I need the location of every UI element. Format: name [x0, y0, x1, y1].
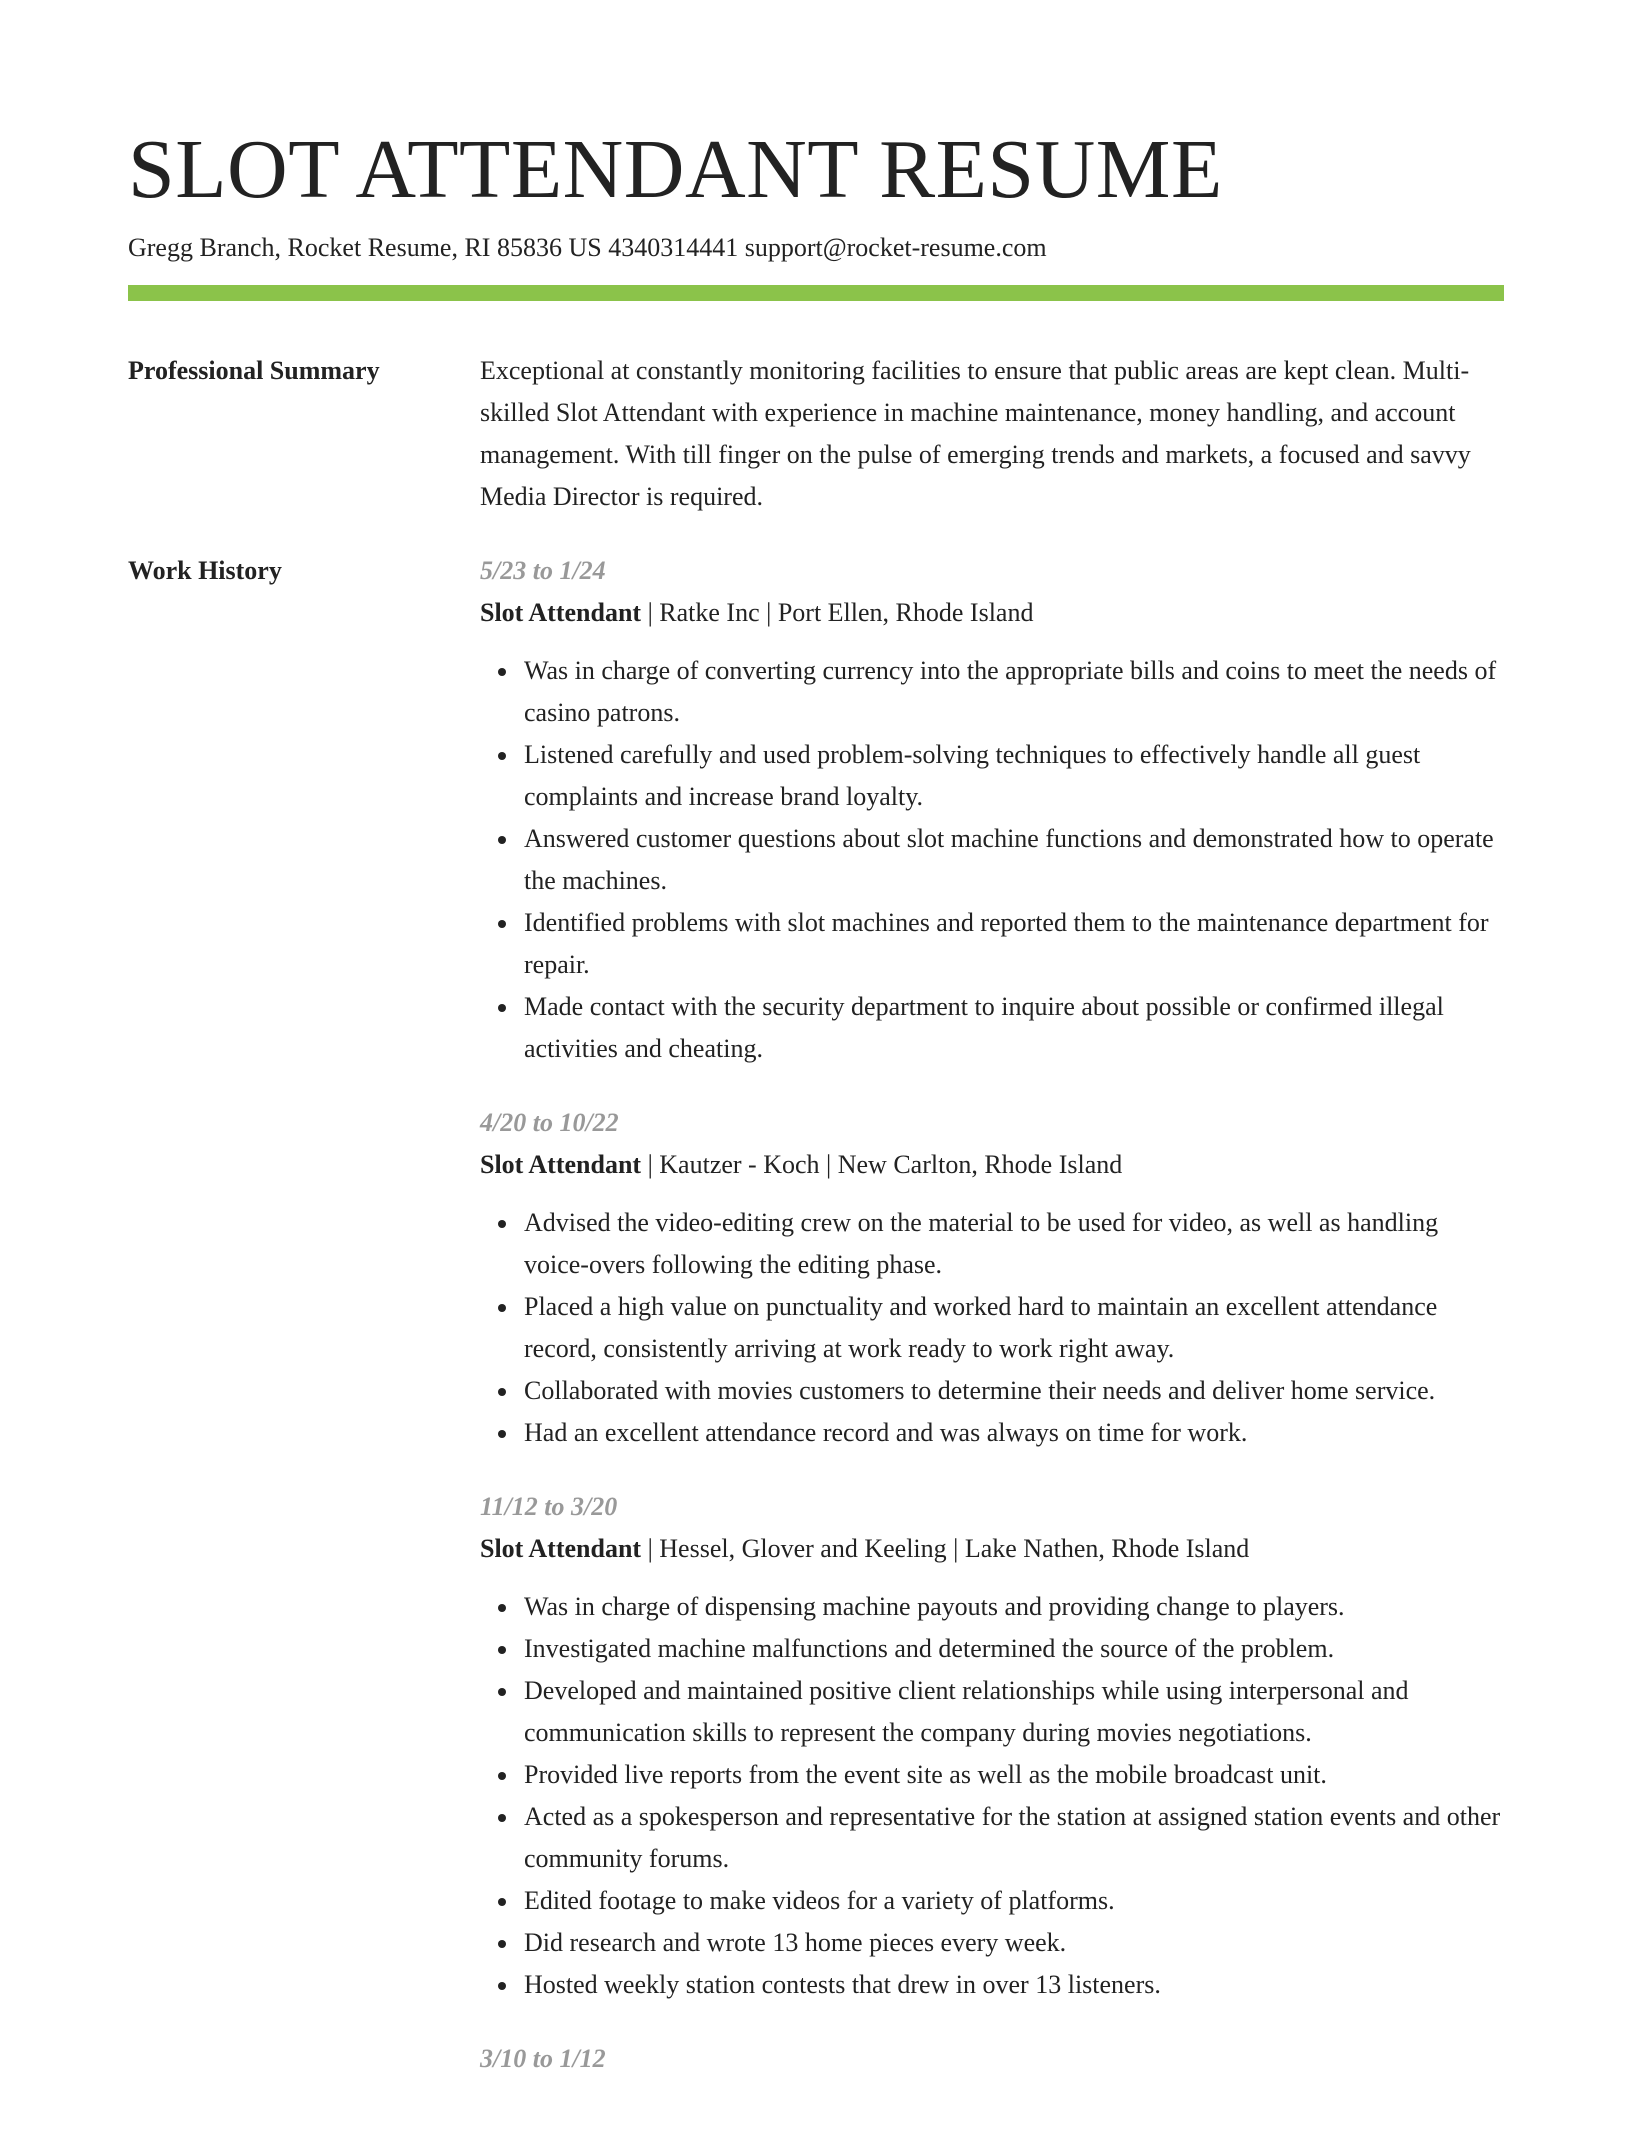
work-history-section: [128, 550, 1504, 2112]
job-bullet: Did research and wrote 13 home pieces every week.: [524, 1922, 1504, 1964]
job-bullet: Was in charge of converting currency into the appropriate bills and coins to meet the needs of casino patrons.: [524, 650, 1504, 734]
job-entry: [480, 1102, 1504, 1454]
professional-summary-section: [128, 350, 1504, 518]
job-details: | Kautzer - Koch | New Carlton, Rhode Island: [641, 1150, 1123, 1179]
job-bullet: Developed and maintained positive client relationships while using interpersonal and communication skills to represent the company during movies negotiations.: [524, 1670, 1504, 1754]
job-bullet: Hosted weekly station contests that drew in over 13 listeners.: [524, 1964, 1504, 2006]
resume-title: SLOT ATTENDANT RESUME: [128, 123, 1223, 216]
job-bullet-list: [480, 1586, 1504, 2006]
job-dates: 5/23 to 1/24: [480, 556, 606, 585]
job-bullet: Collaborated with movies customers to determine their needs and deliver home service.: [524, 1370, 1504, 1412]
job-bullet: Identified problems with slot machines and reported them to the maintenance department for repair.: [524, 902, 1504, 986]
section-label-summary: Professional Summary: [128, 356, 380, 385]
job-dates: 3/10 to 1/12: [480, 2044, 606, 2073]
job-title-line: [480, 592, 1504, 634]
job-bullet: Was in charge of dispensing machine payouts and providing change to players.: [524, 1586, 1504, 1628]
job-title: Slot Attendant: [480, 1150, 642, 1179]
job-bullet: Placed a high value on punctuality and worked hard to maintain an excellent attendance record, consistently arriving at work ready to work right away.: [524, 1286, 1504, 1370]
job-bullet-list: [480, 650, 1504, 1070]
job-title-line: [480, 1528, 1504, 1570]
resume-content: [128, 350, 1504, 2144]
job-details: | Ratke Inc | Port Ellen, Rhode Island: [641, 598, 1034, 627]
job-entry: [480, 2038, 1504, 2080]
job-bullet: Edited footage to make videos for a variety of platforms.: [524, 1880, 1504, 1922]
job-bullet: Answered customer questions about slot machine functions and demonstrated how to operate the machines.: [524, 818, 1504, 902]
job-dates: 4/20 to 10/22: [480, 1108, 619, 1137]
job-title: Slot Attendant: [480, 598, 642, 627]
job-bullet: Acted as a spokesperson and representative for the station at assigned station events and other community forums.: [524, 1796, 1504, 1880]
job-bullet: Listened carefully and used problem-solving techniques to effectively handle all guest complaints and increase brand loyalty.: [524, 734, 1504, 818]
job-bullet: Advised the video-editing crew on the material to be used for video, as well as handling voice-overs following the editing phase.: [524, 1202, 1504, 1286]
job-bullet: Made contact with the security department to inquire about possible or confirmed illegal activities and cheating.: [524, 986, 1504, 1070]
job-title-line: [480, 1144, 1504, 1186]
job-details: | Hessel, Glover and Keeling | Lake Nathen, Rhode Island: [641, 1534, 1250, 1563]
summary-text: Exceptional at constantly monitoring facilities to ensure that public areas are kept clean. Multi-skilled Slot Attendant with experience in machine maintenance, money handling, and account management. With till finger on the pulse of emerging trends and markets, a focused and savvy Media Director is required.: [480, 356, 1471, 511]
contact-line: Gregg Branch, Rocket Resume, RI 85836 US 4340314441 support@rocket-resume.com: [128, 233, 1047, 262]
job-entry: [480, 550, 1504, 1070]
summary-body: [480, 350, 1504, 518]
work-history-body: [480, 550, 1504, 2112]
job-title: Slot Attendant: [480, 1534, 642, 1563]
section-label-work-history: Work History: [128, 556, 282, 585]
header-divider: [128, 285, 1504, 301]
job-entry: [480, 1486, 1504, 2006]
job-bullet: Had an excellent attendance record and was always on time for work.: [524, 1412, 1504, 1454]
job-bullet-list: [480, 1202, 1504, 1454]
job-bullet: Investigated machine malfunctions and determined the source of the problem.: [524, 1628, 1504, 1670]
job-dates: 11/12 to 3/20: [480, 1492, 618, 1521]
job-bullet: Provided live reports from the event site as well as the mobile broadcast unit.: [524, 1754, 1504, 1796]
